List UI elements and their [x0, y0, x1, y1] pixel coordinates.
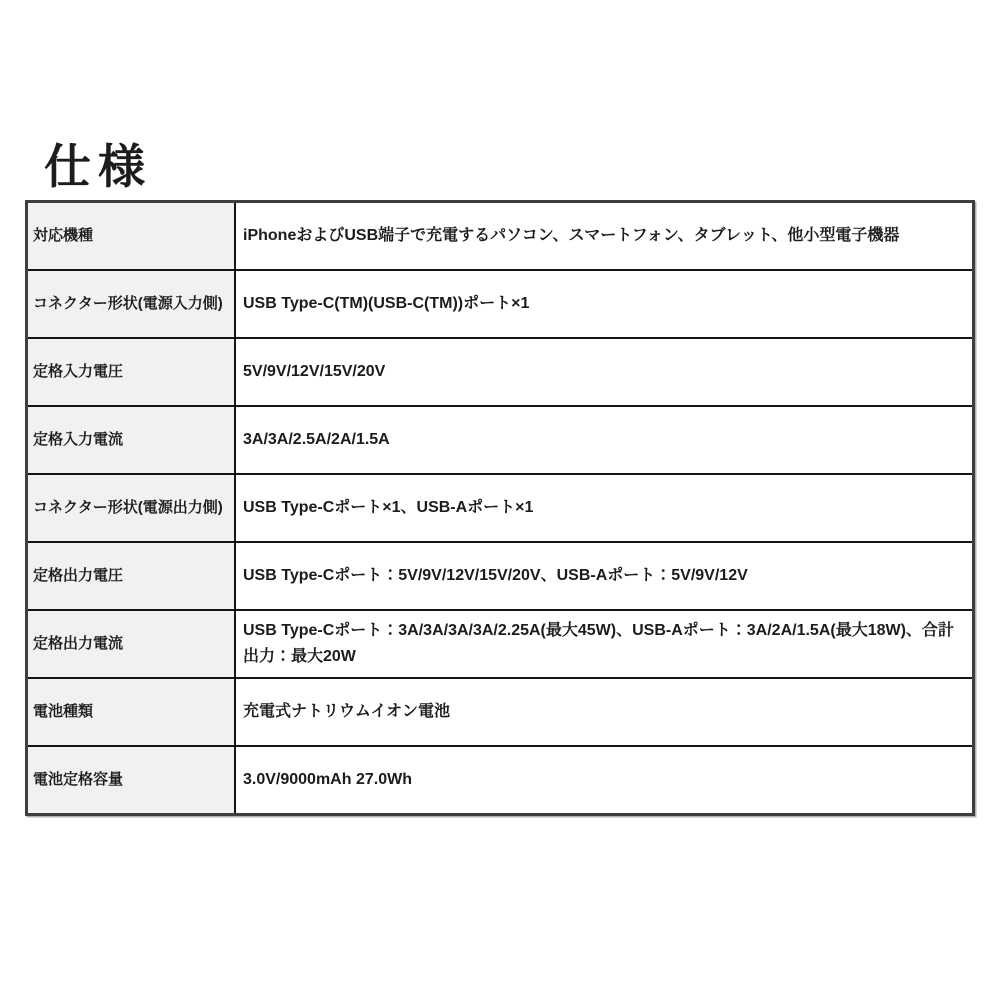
spec-label-cell: コネクター形状(電源出力側) — [27, 474, 236, 542]
spec-table — [25, 200, 975, 816]
spec-value-cell: 5V/9V/12V/15V/20V — [235, 338, 974, 406]
spec-value-cell: USB Type-Cポート：3A/3A/3A/3A/2.25A(最大45W)、USB-Aポート：3A/2A/1.5A(最大18W)、合計出力：最大20W — [235, 610, 974, 678]
spec-value-cell: 3.0V/9000mAh 27.0Wh — [235, 746, 974, 815]
table-row — [27, 542, 974, 610]
page-title: 仕様 — [44, 140, 152, 193]
table-row — [27, 270, 974, 338]
spec-label-cell: コネクター形状(電源入力側) — [27, 270, 236, 338]
spec-value-cell: USB Type-C(TM)(USB-C(TM))ポート×1 — [235, 270, 974, 338]
spec-label-cell: 定格入力電流 — [27, 406, 236, 474]
table-row — [27, 338, 974, 406]
spec-value-cell: 充電式ナトリウムイオン電池 — [235, 678, 974, 746]
table-row — [27, 610, 974, 678]
table-row — [27, 746, 974, 815]
spec-label-cell: 対応機種 — [27, 202, 236, 271]
table-row — [27, 202, 974, 271]
spec-label-cell: 定格出力電流 — [27, 610, 236, 678]
spec-label-cell: 電池種類 — [27, 678, 236, 746]
table-row — [27, 406, 974, 474]
spec-label-cell: 定格出力電圧 — [27, 542, 236, 610]
spec-value-cell: USB Type-Cポート×1、USB-Aポート×1 — [235, 474, 974, 542]
spec-label-cell: 電池定格容量 — [27, 746, 236, 815]
table-row — [27, 678, 974, 746]
spec-value-cell: USB Type-Cポート：5V/9V/12V/15V/20V、USB-Aポート：5V/9V/12V — [235, 542, 974, 610]
table-row — [27, 474, 974, 542]
spec-value-cell: iPhoneおよびUSB端子で充電するパソコン、スマートフォン、タブレット、他小型電子機器 — [235, 202, 974, 271]
spec-label-cell: 定格入力電圧 — [27, 338, 236, 406]
spec-value-cell: 3A/3A/2.5A/2A/1.5A — [235, 406, 974, 474]
